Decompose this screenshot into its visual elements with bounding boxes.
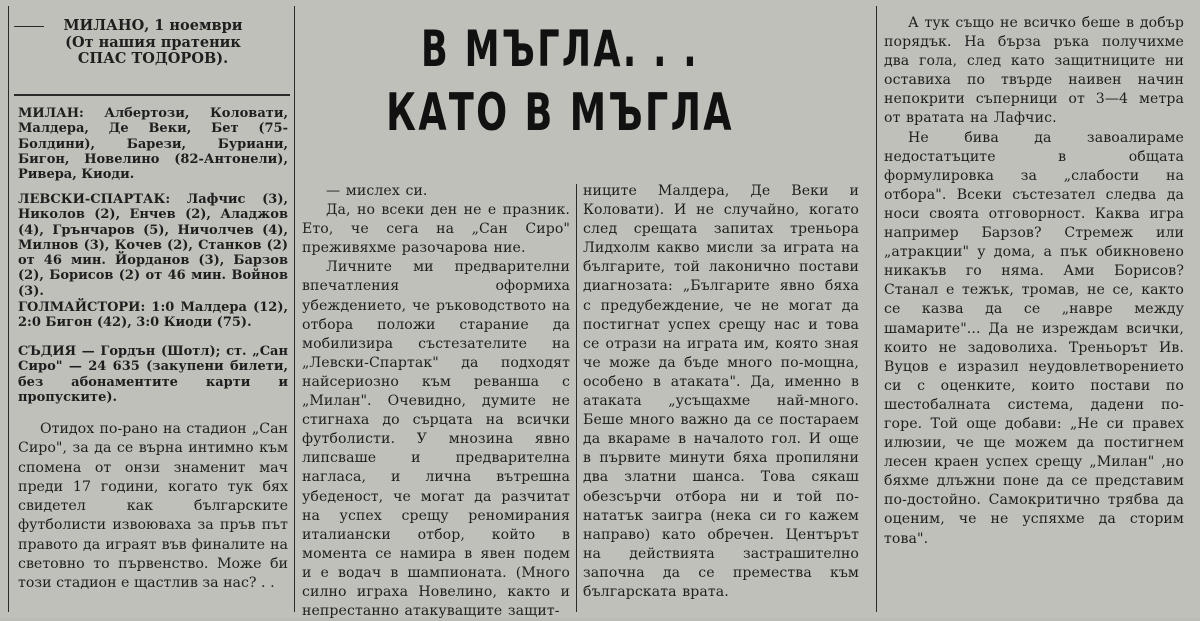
- paragraph: Не бива да завоалираме недостатъците в общата формулировка за „слабости на отбора". Всеки състезател следва да носи своята отговорност. Каква игра например Барзов? Стремеж или „атракции" у дома, а пък обикновено никакъв го няма. Ами Борисов? Станал е тежък, тромав, не се, както се казва да се „навре между шамарите"... Да не изреждам всички, които не задоволиха. Треньорът Ив. Вуцов е изразил неудовлетворението си с оценките, които постави по шестобалната система, дадени по-горе. Той още добави: „Не си правех илюзии, че ще можем да постигнем лесен краен успех срещу „Милан" ,но бяхме длъжни поне да се представим по-достойно. Самокритично трябва да оценим, че не успяхме да сторим това".: [884, 129, 1184, 547]
- headline: [300, 18, 820, 146]
- article-column-3: [583, 182, 859, 602]
- paragraph: Да, но всеки ден не е празник. Ето, че сега на „Сан Сиро" преживяхме разочарова ние.: [302, 202, 570, 257]
- dateline-rule-bottom: [14, 94, 290, 96]
- column-rule-3: [876, 6, 877, 612]
- goalscorers: ГОЛМАЙСТОРИ: 1:0 Малдера (12), 2:0 Бигон (42), 3:0 Киоди (75).: [18, 300, 288, 331]
- column-rule-left: [8, 6, 9, 612]
- lineup-milan: МИЛАН: Албертози, Коловати, Малдера, Де Веки, Бет (75-Болдини), Барези, Буриани, Бигон, Новелино (82-Антонели), Ривера, Киоди.: [18, 106, 288, 183]
- column-rule-2: [576, 184, 577, 612]
- dateline-author: СПАС ТОДОРОВ).: [77, 50, 229, 67]
- dateline-source: (От нашия пратеник: [65, 33, 241, 51]
- lineup-levski: ЛЕВСКИ-СПАРТАК: Лафчис (3), Николов (2), Енчев (2), Аладжов (4), Грънчаров (5), Ничолчев (4), Милнов (3), Кочев (2), Станков (2) от 46 мин. Йорданов (3), Барзов (2), Борисов (2) от 46 мин. Войнов (3).: [18, 192, 288, 299]
- paragraph: А тук също не всичко беше в добър порядък. На бърза ръка получихме два гола, след като защитниците ни оставиха по твърде наивен начин непокрити съперници от 3—4 метра от вратата на Лафчис.: [884, 15, 1184, 127]
- paragraph: Личните ми предварителни впечатления оформиха убеждението, че ръководството на отбора положи старание да мобилизира състезателите на „Левски-Спартак" да подходят найсериозно към реванша с „Милан". Очевидно, думите не стигнаха до сърцата на всички футболисти. У мнозина явно липсваше и предварителна нагласа, и лична вътрешна убеденост, че могат да разчитат на успех срещу реномирания италиански отбор, който в момента се намира в явен подем и е водач в шампионата. (Много силно играха Новелино, както и непрестанно атакуващите защит-: [302, 259, 570, 620]
- headline-line-2: КАТО В МЪГЛА: [386, 83, 734, 143]
- dateline-city: МИЛАНО, 1 ноември: [63, 17, 243, 34]
- article-column-2: [302, 182, 570, 621]
- column-rule-1: [294, 6, 295, 612]
- paragraph: — мислех си.: [326, 183, 428, 199]
- article-column-4: [884, 14, 1184, 549]
- headline-line-1: В МЪГЛА. . .: [421, 20, 699, 78]
- dateline: [18, 18, 288, 68]
- referee-attendance: СЪДИЯ — Гордън (Шотл); ст. „Сан Сиро" — 24 635 (закупени билети, без абонаментите карти и пропуските).: [18, 344, 288, 405]
- paragraph: Отидох по-рано на стадион „Сан Сиро", за да се върна интимно към спомена от онзи знаменит мач преди 17 години, когато тук бях свидетел как българските футболисти извоюваха за пръв път правото да играят във финалите на световно то първенство. Може би този стадион е щастлив за нас? . .: [18, 421, 288, 592]
- paragraph: ниците Малдера, Де Веки и Коловати). И не случайно, когато след срещата запитах треньора Лидхолм какво мисли за играта на българите, той лаконично постави диагнозата: „Българите явно бяха с предубеждение, че не могат да постигнат успех срещу нас и това се отрази на играта им, която зная че може да бъде много по-мощна, особено в атаката". Да, именно в атаката „усъщахме най-много. Беше много важно да се постараем да вкараме в началото гол. И още в първите минути бяха пропиляни два златни шанса. Това сякаш обезсърчи отбора ни и той по-нататък заигра (нека си го кажем направо) като обречен. Центърът на действията застрашително започна да се премества към българската врата.: [583, 183, 859, 600]
- article-column-1: [18, 420, 288, 594]
